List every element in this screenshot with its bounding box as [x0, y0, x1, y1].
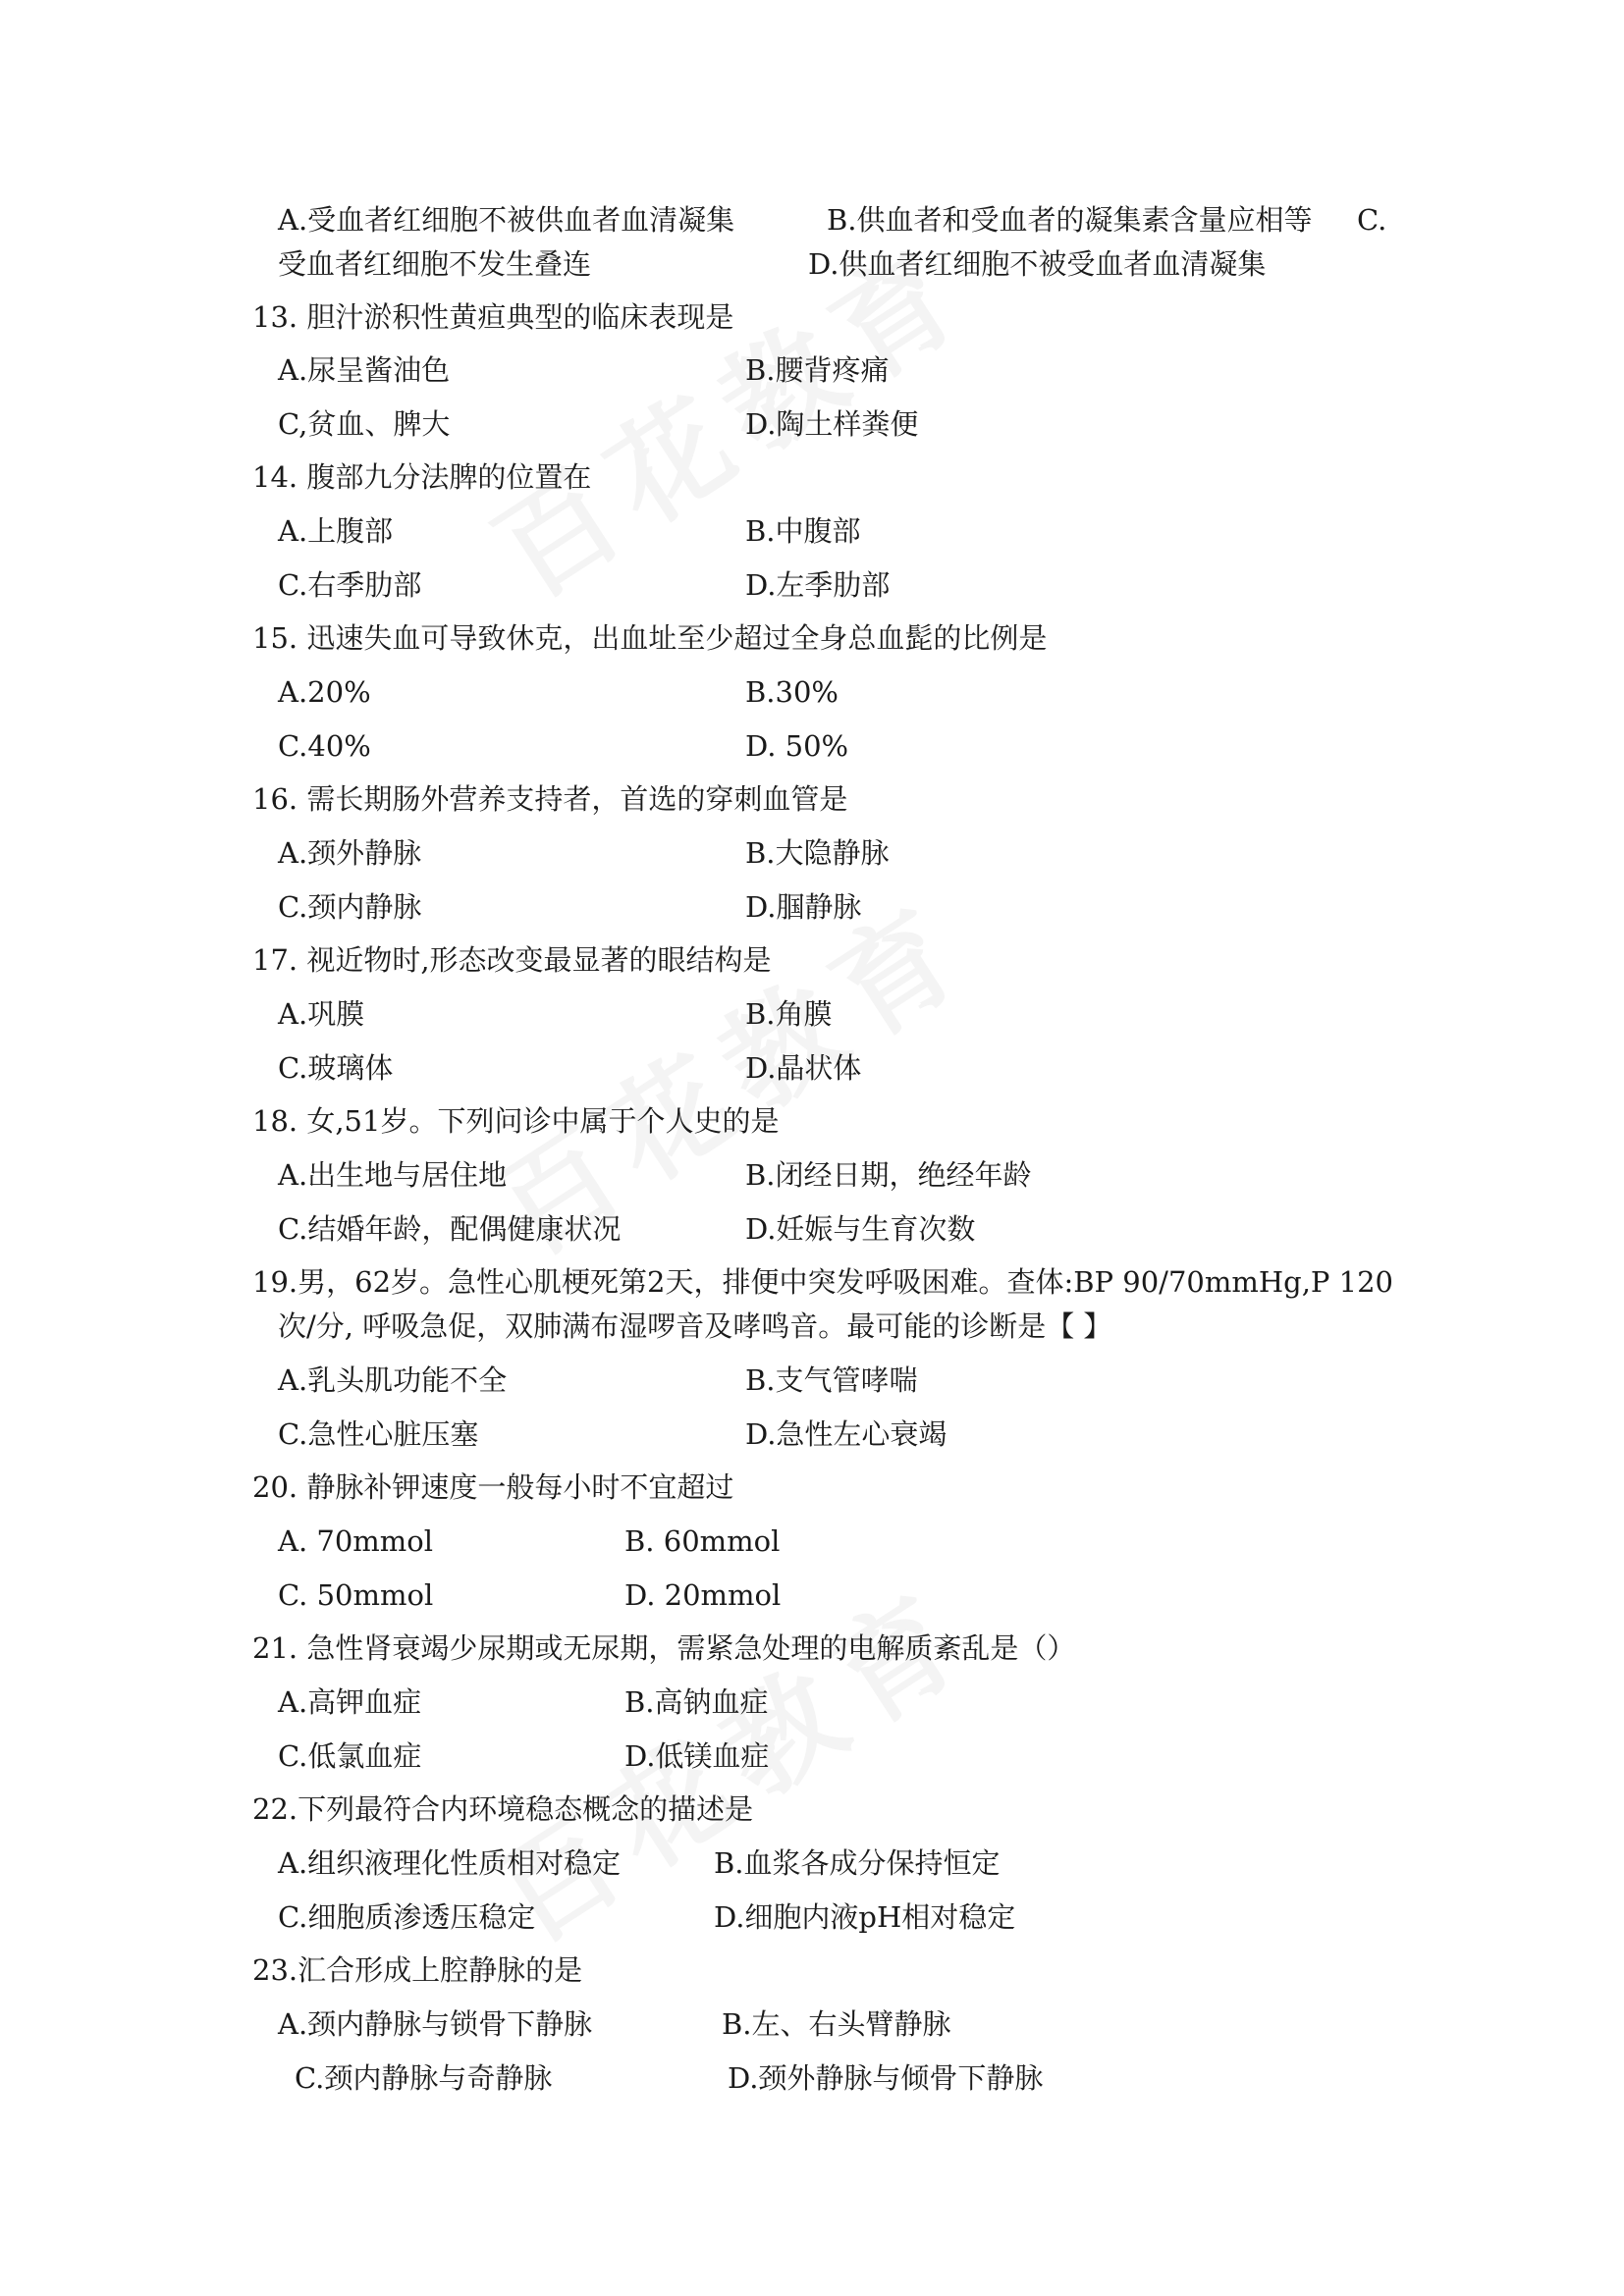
question-stem: 18. 女,51岁。下列问诊中属于个人史的是 — [252, 1104, 780, 1138]
option-d: D. 50% — [745, 729, 849, 763]
option-c: C.急性心脏压塞 — [278, 1417, 479, 1451]
option-a: A.上腹部 — [278, 514, 394, 548]
q12-option-d: D.供血者红细胞不被受血者血清凝集 — [808, 247, 1267, 281]
option-b: B.30% — [745, 675, 839, 709]
option-a: A.颈内静脉与锁骨下静脉 — [278, 2007, 593, 2041]
q12-option-b: B.供血者和受血者的凝集素含量应相等 — [827, 203, 1313, 237]
option-b: B.中腹部 — [745, 514, 861, 548]
option-c: C.细胞质渗透压稳定 — [278, 1900, 536, 1934]
option-d: D.晶状体 — [745, 1051, 862, 1085]
option-d: D.左季肋部 — [745, 568, 891, 602]
question-stem: 14. 腹部九分法脾的位置在 — [252, 460, 592, 494]
question-stem-continued: 次/分, 呼吸急促，双肺满布湿啰音及哮鸣音。最可能的诊断是【 】 — [278, 1309, 1112, 1343]
option-d: D.陶土样粪便 — [745, 407, 919, 441]
option-b: B.左、右头臂静脉 — [722, 2007, 951, 2041]
option-b: B.闭经日期，绝经年龄 — [745, 1158, 1032, 1192]
option-d: D.急性左心衰竭 — [745, 1417, 947, 1451]
question-stem: 21. 急性肾衰竭少尿期或无尿期，需紧急处理的电解质紊乱是（） — [252, 1631, 1076, 1665]
option-b: B.角膜 — [745, 997, 833, 1031]
option-d: D.细胞内液pH相对稳定 — [714, 1900, 1016, 1934]
question-stem: 15. 迅速失血可导致休克，出血址至少超过全身总血髭的比例是 — [252, 621, 1048, 655]
option-a: A.出生地与居住地 — [278, 1158, 508, 1192]
option-d: D.低镁血症 — [624, 1739, 770, 1773]
option-b: B.支气管哮喘 — [745, 1363, 918, 1397]
q12-option-c: 受血者红细胞不发生叠连 — [278, 247, 592, 281]
q12-option-c-prefix: C. — [1357, 203, 1387, 237]
option-d: D. 20mmol — [624, 1578, 782, 1612]
option-b: B.血浆各成分保持恒定 — [714, 1846, 1001, 1880]
option-b: B. 60mmol — [624, 1524, 781, 1558]
option-c: C.玻璃体 — [278, 1051, 394, 1085]
question-stem: 20. 静脉补钾速度一般每小时不宜超过 — [252, 1470, 734, 1504]
option-c: C.右季肋部 — [278, 568, 422, 602]
option-b: B.高钠血症 — [624, 1685, 769, 1719]
option-a: A.颈外静脉 — [278, 836, 422, 870]
option-d: D.妊娠与生育次数 — [745, 1212, 976, 1246]
option-a: A.20% — [278, 675, 371, 709]
question-stem: 13. 胆汁淤积性黄疸典型的临床表现是 — [252, 300, 734, 334]
question-stem: 22.下列最符合内环境稳态概念的描述是 — [252, 1792, 754, 1826]
option-c: C.40% — [278, 729, 371, 763]
q12-option-a: A.受血者红细胞不被供血者血清凝集 — [278, 203, 735, 237]
question-stem: 19.男，62岁。急性心肌梗死第2天，排便中突发呼吸困难。查体:BP 90/70mmHg,P 120 — [252, 1265, 1394, 1299]
question-stem: 23.汇合形成上腔静脉的是 — [252, 1953, 583, 1987]
option-c: C.低氯血症 — [278, 1739, 422, 1773]
option-a: A.组织液理化性质相对稳定 — [278, 1846, 622, 1880]
option-d: D.颈外静脉与倾骨下静脉 — [728, 2061, 1044, 2095]
option-a: A.高钾血症 — [278, 1685, 422, 1719]
option-c: C. 50mmol — [278, 1578, 434, 1612]
option-d: D.腘静脉 — [745, 890, 862, 924]
option-b: B.大隐静脉 — [745, 836, 890, 870]
question-stem: 17. 视近物时,形态改变最显著的眼结构是 — [252, 943, 772, 977]
option-a: A. 70mmol — [278, 1524, 434, 1558]
option-c: C.颈内静脉 — [278, 890, 422, 924]
option-a: A.巩膜 — [278, 997, 365, 1031]
option-b: B.腰背疼痛 — [745, 353, 890, 387]
option-c: C,贫血、脾大 — [278, 407, 451, 441]
option-c: C.结婚年龄，配偶健康状况 — [278, 1212, 622, 1246]
option-a: A.乳头肌功能不全 — [278, 1363, 508, 1397]
option-a: A.尿呈酱油色 — [278, 353, 451, 387]
option-c: C.颈内静脉与奇静脉 — [295, 2061, 553, 2095]
question-stem: 16. 需长期肠外营养支持者，首选的穿刺血管是 — [252, 782, 848, 816]
